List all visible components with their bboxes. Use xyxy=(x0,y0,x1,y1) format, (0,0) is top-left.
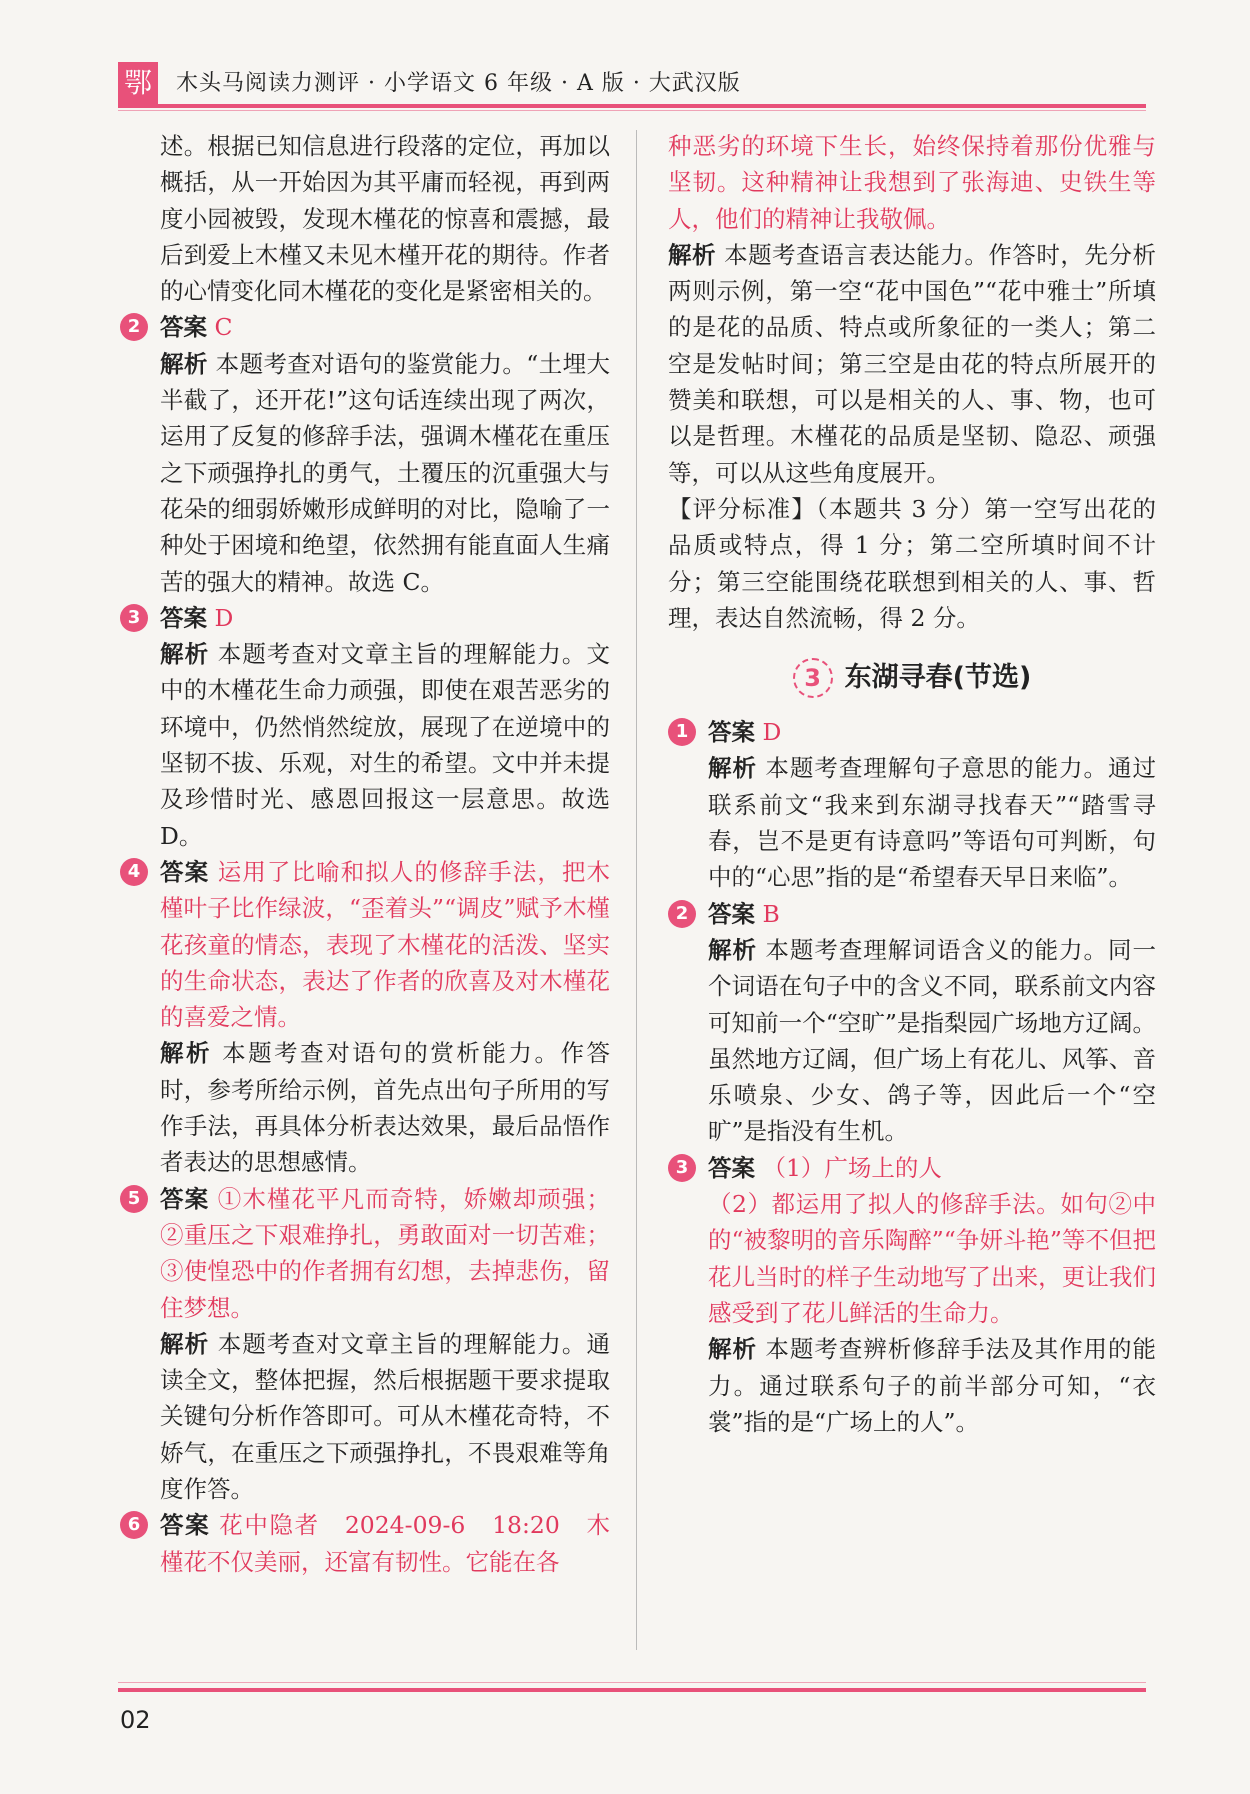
analysis-line xyxy=(708,750,1156,895)
analysis-label: 解析 xyxy=(708,754,757,783)
analysis-text: 本题考查理解词语含义的能力。同一个词语在句子中的含义不同，联系前文内容可知前一个“空旷”是指梨园广场地方辽阔。虽然地方辽阔，但广场上有花儿、风筝、音乐喷泉、少女、鸽子等，因此后一个“空旷”是指没有生机。 xyxy=(708,935,1157,1146)
question-body xyxy=(160,309,610,599)
analysis-text: 本题考查理解句子意思的能力。通过联系前文“我来到东湖寻找春天”“踏雪寻春，岂不是更有诗意吗”等语句可判断，句中的“心思”指的是“希望春天早日来临”。 xyxy=(708,754,1157,892)
answer-text: C xyxy=(214,313,233,342)
footer-rule-thin xyxy=(118,1682,1146,1683)
answer-label: 答案 xyxy=(160,1511,211,1540)
question-number: 3 xyxy=(120,604,148,632)
answer-text: ①木槿花平凡而奇特，娇嫩却顽强；②重压之下艰难挣扎，勇敢面对一切苦难；③使惶恐中的作者拥有幻想，去掉悲伤，留住梦想。 xyxy=(160,1184,610,1322)
analysis-label: 解析 xyxy=(668,240,717,269)
answer-label: 答案 xyxy=(708,1153,755,1182)
question-body xyxy=(160,854,610,1181)
analysis-line xyxy=(160,346,610,600)
answer-label: 答案 xyxy=(160,603,207,632)
question-number: 6 xyxy=(120,1511,148,1539)
answer-line xyxy=(708,1150,1156,1186)
page-number: 02 xyxy=(120,1706,151,1734)
answer-label: 答案 xyxy=(708,718,755,747)
question-body xyxy=(160,1507,610,1580)
question-6 xyxy=(120,1507,610,1580)
answer-text: D xyxy=(214,603,234,632)
analysis-line xyxy=(160,1326,610,1507)
answer-line xyxy=(160,854,610,1035)
section-number: 3 xyxy=(793,658,833,698)
footer-rule xyxy=(118,1688,1146,1692)
question-number: 2 xyxy=(668,900,696,928)
analysis-text: 本题考查语言表达能力。作答时，先分析两则示例，第一空“花中国色”“花中雅士”所填的是花的品质、特点或所象征的一类人；第二空是发帖时间；第三空是由花的特点所展开的赞美和联想，可以是相关的人、事、物，也可以是哲理。木槿花的品质是坚韧、隐忍、顽强等，可以从这些角度展开。 xyxy=(668,240,1157,487)
answer-text-2: （2）都运用了拟人的修辞手法。如句②中的“被黎明的音乐陶醉”“争妍斗艳”等不但把花儿当时的样子生动地写了出来，更让我们感受到了花儿鲜活的生命力。 xyxy=(708,1190,1156,1327)
analysis-label: 解析 xyxy=(160,349,208,378)
question-number: 5 xyxy=(120,1185,148,1213)
question-2 xyxy=(120,309,610,599)
analysis-label: 解析 xyxy=(160,1329,210,1358)
analysis-line xyxy=(708,932,1156,1150)
analysis-line xyxy=(668,237,1156,491)
analysis-label: 解析 xyxy=(708,935,757,964)
question-1 xyxy=(668,714,1156,895)
answer-line xyxy=(160,1181,610,1326)
answer-text: 花中隐者 2024-09-6 18:20 木槿花不仅美丽，还富有韧性。它能在各 xyxy=(160,1511,610,1576)
analysis-line xyxy=(708,1331,1156,1440)
header-rule-thin xyxy=(118,110,1146,111)
question-number: 3 xyxy=(668,1154,696,1182)
question-body xyxy=(160,600,610,854)
question-2 xyxy=(668,896,1156,1150)
answer-label: 答案 xyxy=(708,899,755,928)
question-number: 1 xyxy=(668,718,696,746)
analysis-text: 本题考查对语句的鉴赏能力。“土埋大半截了，还开花!”这句话连续出现了两次，运用了反复的修辞手法，强调木槿花在重压之下顽强挣扎的勇气，土覆压的沉重强大与花朵的细弱娇嫩形成鲜明的对比，隐喻了一种处于困境和绝望，依然拥有能直面人生痛苦的强大的精神。故选 C。 xyxy=(160,349,611,596)
answer-continued: 种恶劣的环境下生长，始终保持着那份优雅与坚韧。这种精神让我想到了张海迪、史铁生等人，他们的精神让我敬佩。 xyxy=(668,132,1156,233)
answer-label: 答案 xyxy=(160,857,210,886)
answer-label: 答案 xyxy=(160,1184,210,1213)
section-title: 东湖寻春(节选) xyxy=(844,662,1032,693)
answer-line xyxy=(160,600,610,636)
question-body xyxy=(708,714,1156,895)
answer-label: 答案 xyxy=(160,313,207,342)
analysis-line xyxy=(160,636,610,854)
left-column xyxy=(120,128,610,1580)
analysis-text: 本题考查辨析修辞手法及其作用的能力。通过联系句子的前半部分可知，“衣裳”指的是“广场上的人”。 xyxy=(708,1335,1157,1436)
answer-line xyxy=(160,309,610,345)
analysis-line xyxy=(160,1035,610,1180)
question-number: 2 xyxy=(120,313,148,341)
question-body xyxy=(708,896,1156,1150)
analysis-text: 本题考查对文章主旨的理解能力。通读全文，整体把握，然后根据题干要求提取关键句分析作答即可。可从木槿花奇特，不娇气，在重压之下顽强挣扎，不畏艰难等角度作答。 xyxy=(160,1329,610,1503)
scoring-criteria: 【评分标准】（本题共 3 分）第一空写出花的品质或特点，得 1 分；第二空所填时间不计分；第三空能围绕花联想到相关的人、事、哲理，表达自然流畅，得 2 分。 xyxy=(668,494,1156,632)
intro-paragraph: 述。根据已知信息进行段落的定位，再加以概括，从一开始因为其平庸而轻视，再到两度小园被毁，发现木槿花的惊喜和震撼，最后到爱上木槿又未见木槿开花的期待。作者的心情变化同木槿花的变化是紧密相关的。 xyxy=(160,132,610,306)
answer-text: B xyxy=(762,899,780,928)
section-heading xyxy=(668,658,1156,698)
answer-line xyxy=(708,896,1156,932)
question-4 xyxy=(120,854,610,1181)
answer-text: D xyxy=(762,718,782,747)
answer-line xyxy=(708,714,1156,750)
analysis-text: 本题考查对文章主旨的理解能力。文中的木槿花生命力顽强，即使在艰苦恶劣的环境中，仍然悄然绽放，展现了在逆境中的坚韧不拔、乐观，对生的希望。文中并未提及珍惜时光、感恩回报这一层意思。故选 D。 xyxy=(160,640,610,850)
question-3 xyxy=(668,1150,1156,1440)
question-3 xyxy=(120,600,610,854)
answer-text: （1）广场上的人 xyxy=(762,1153,942,1182)
analysis-label: 解析 xyxy=(708,1335,757,1364)
header-rule xyxy=(118,104,1146,108)
header-title: 木头马阅读力测评 · 小学语文 6 年级 · A 版 · 大武汉版 xyxy=(176,71,741,96)
right-column xyxy=(668,128,1156,1440)
answer-line xyxy=(160,1507,610,1580)
region-badge: 鄂 xyxy=(118,62,158,104)
question-number: 4 xyxy=(120,858,148,886)
question-body xyxy=(708,1150,1156,1440)
analysis-label: 解析 xyxy=(160,640,210,669)
question-5 xyxy=(120,1181,610,1508)
question-body xyxy=(160,1181,610,1508)
analysis-text: 本题考查对语句的赏析能力。作答时，参考所给示例，首先点出句子所用的写作手法，再具体分析表达效果，最后品悟作者表达的思想感情。 xyxy=(160,1039,611,1177)
analysis-label: 解析 xyxy=(160,1039,213,1068)
answer-text: 运用了比喻和拟人的修辞手法，把木槿叶子比作绿波，“歪着头”“调皮”赋予木槿花孩童的情态，表现了木槿花的活泼、坚实的生命状态，表达了作者的欣喜及对木槿花的喜爱之情。 xyxy=(160,857,610,1032)
column-divider xyxy=(636,130,637,1650)
